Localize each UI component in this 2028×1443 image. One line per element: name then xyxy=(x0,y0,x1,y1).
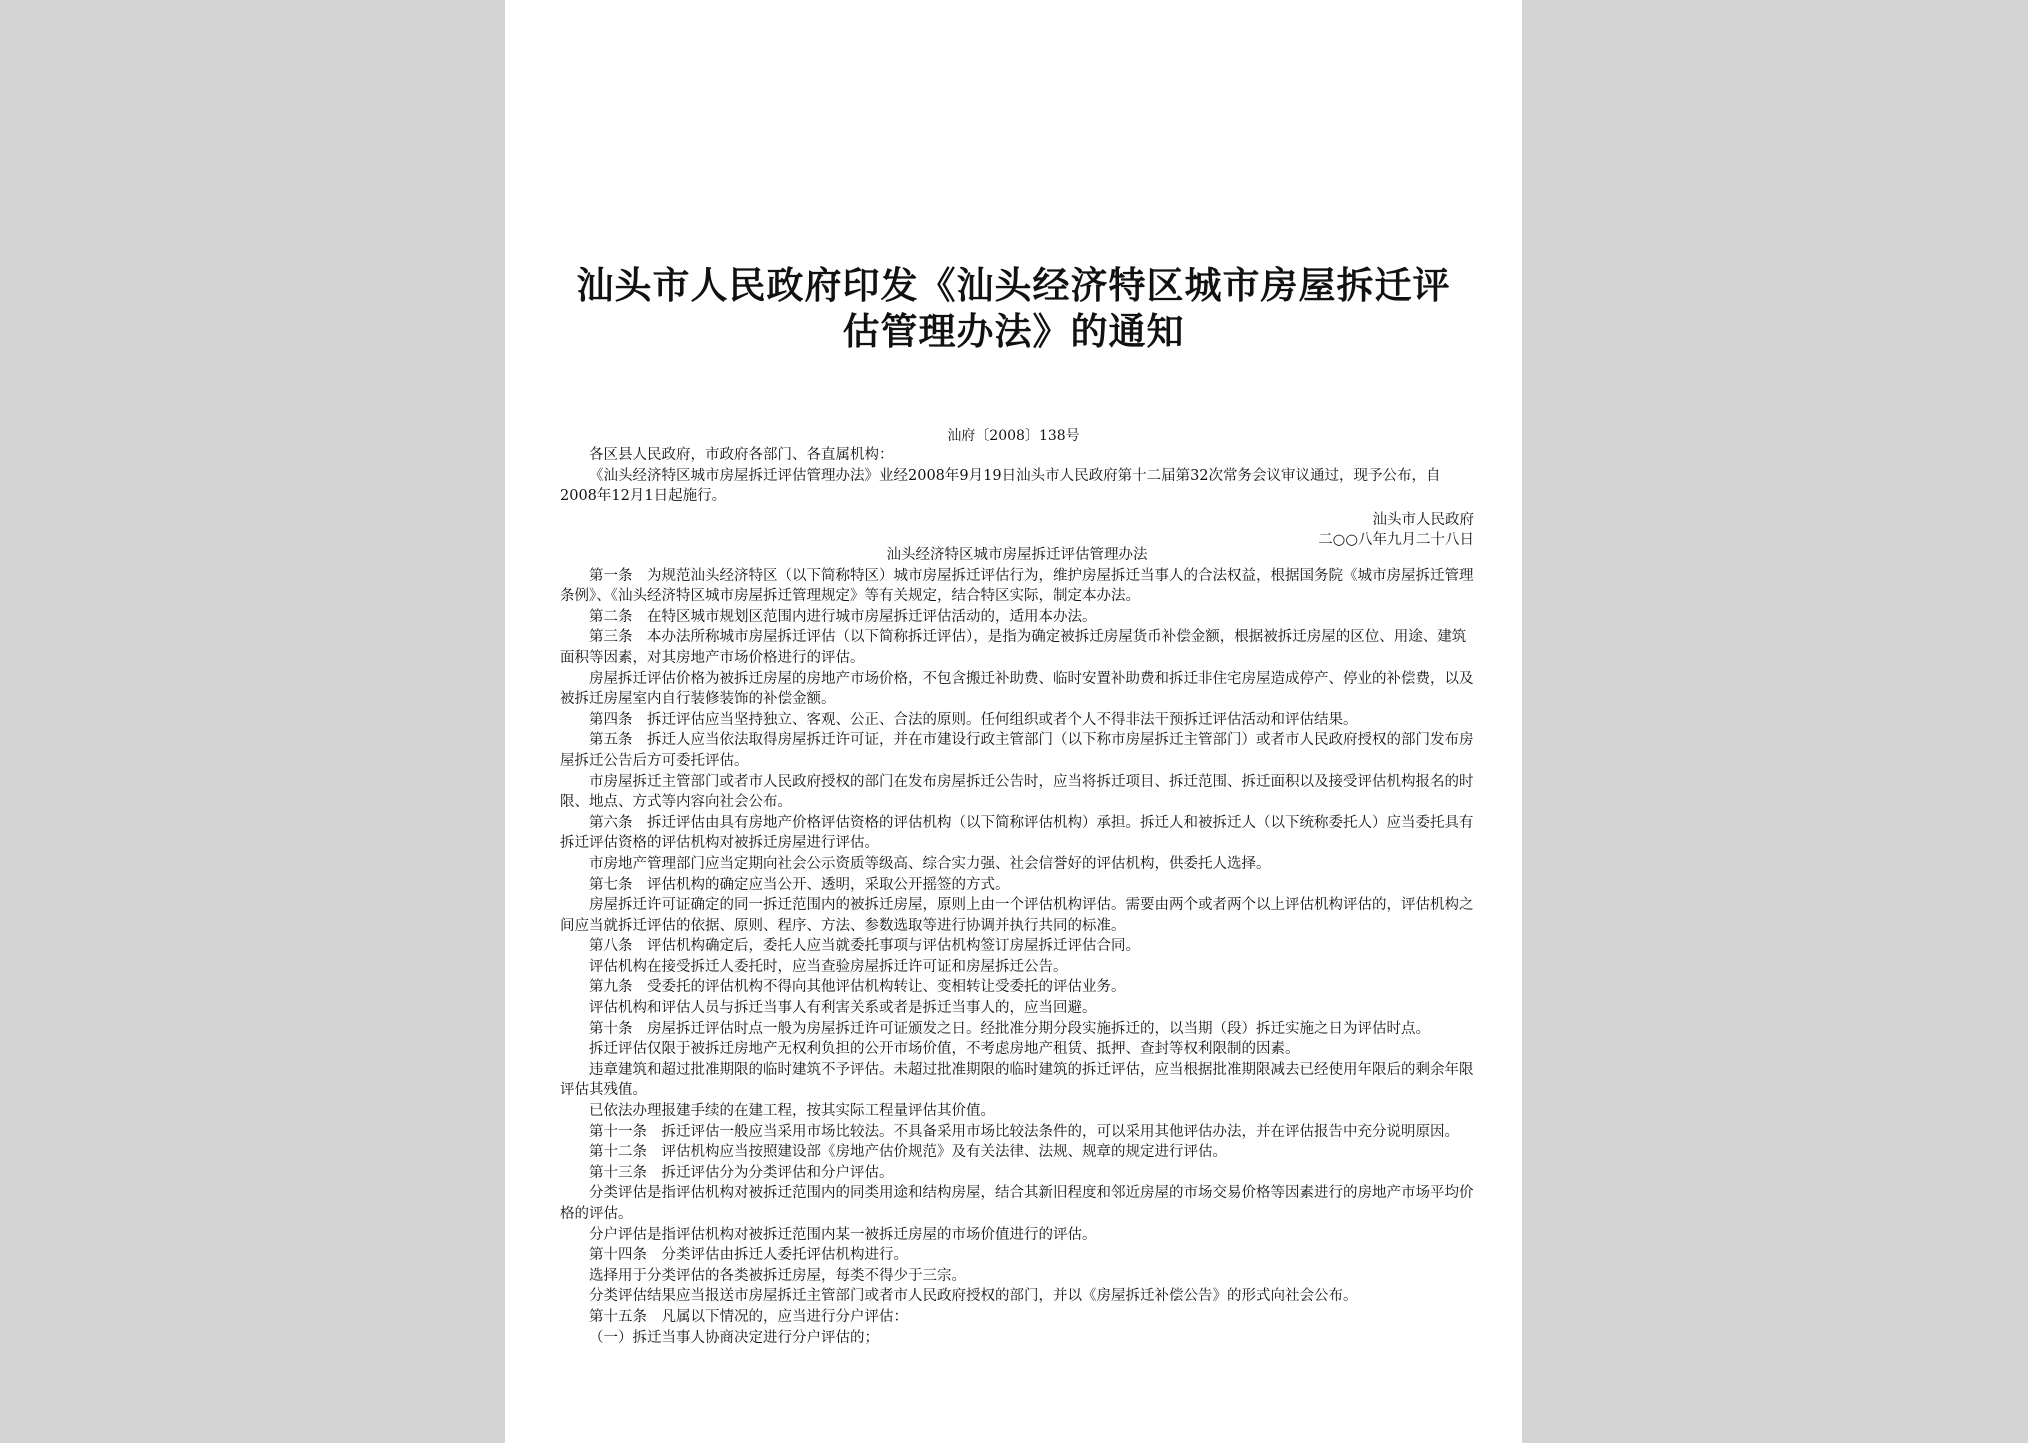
article-paragraph: 第六条 拆迁评估由具有房地产价格评估资格的评估机构（以下简称评估机构）承担。拆迁人和被拆迁人（以下统称委托人）应当委托具有拆迁评估资格的评估机构对被拆迁房屋进行评估。 xyxy=(560,814,1474,852)
article-paragraph: 评估机构在接受拆迁人委托时，应当查验房屋拆迁许可证和房屋拆迁公告。 xyxy=(589,958,1068,975)
measures-body xyxy=(560,545,1474,1348)
measures-title: 汕头经济特区城市房屋拆迁评估管理办法 xyxy=(886,547,1148,563)
title-line-2: 估管理办法》的通知 xyxy=(842,309,1185,353)
article-paragraph: （一）拆迁当事人协商决定进行分户评估的； xyxy=(589,1329,879,1346)
article-paragraph: 分类评估结果应当报送市房屋拆迁主管部门或者市人民政府授权的部门，并以《房屋拆迁补偿公告》的形式向社会公布。 xyxy=(589,1288,1358,1305)
article-paragraph: 第十三条 拆迁评估分为分类评估和分户评估。 xyxy=(589,1164,894,1181)
notice-letter xyxy=(560,445,1474,551)
article-paragraph: 评估机构和评估人员与拆迁当事人有利害关系或者是拆迁当事人的，应当回避。 xyxy=(589,1000,1097,1017)
article-paragraph: 房屋拆迁评估价格为被拆迁房屋的房地产市场价格，不包含搬迁补助费、临时安置补助费和拆迁非住宅房屋造成停产、停业的补偿费，以及被拆迁房屋室内自行装修装饰的补偿金额。 xyxy=(560,670,1474,708)
article-paragraph: 第十二条 评估机构应当按照建设部《房地产估价规范》及有关法律、法规、规章的规定进行评估。 xyxy=(589,1144,1227,1161)
article-paragraph: 第五条 拆迁人应当依法取得房屋拆迁许可证，并在市建设行政主管部门（以下称市房屋拆迁主管部门）或者市人民政府授权的部门发布房屋拆迁公告后方可委托评估。 xyxy=(560,732,1474,769)
article-paragraph: 市房屋拆迁主管部门或者市人民政府授权的部门在发布房屋拆迁公告时，应当将拆迁项目、拆迁范围、拆迁面积以及接受评估机构报名的时限、地点、方式等内容向社会公布。 xyxy=(560,773,1474,811)
article-paragraph: 第二条 在特区城市规划区范围内进行城市房屋拆迁评估活动的，适用本办法。 xyxy=(589,608,1097,625)
title-line-1: 汕头市人民政府印发《汕头经济特区城市房屋拆迁评 xyxy=(576,263,1451,307)
article-paragraph: 违章建筑和超过批准期限的临时建筑不予评估。未超过批准期限的临时建筑的拆迁评估，应当根据批准期限减去已经使用年限后的剩余年限评估其残值。 xyxy=(560,1061,1474,1099)
article-paragraph: 已依法办理报建手续的在建工程，按其实际工程量评估其价值。 xyxy=(589,1103,995,1120)
intro-paragraph: 《汕头经济特区城市房屋拆迁评估管理办法》业经2008年9月19日汕头市人民政府第十二届第32次常务会议审议通过，现予公布，自2008年12月1日起施行。 xyxy=(560,467,1441,505)
article-paragraph: 房屋拆迁许可证确定的同一拆迁范围内的被拆迁房屋，原则上由一个评估机构评估。需要由两个或者两个以上评估机构评估的，评估机构之间应当就拆迁评估的依据、原则、程序、方法、参数选取等进行协调并执行共同的标准。 xyxy=(560,897,1474,934)
article-paragraph: 第七条 评估机构的确定应当公开、透明，采取公开摇签的方式。 xyxy=(589,876,1010,893)
article-paragraph: 分户评估是指评估机构对被拆迁范围内某一被拆迁房屋的市场价值进行的评估。 xyxy=(589,1226,1097,1243)
article-paragraph: 拆迁评估仅限于被拆迁房地产无权利负担的公开市场价值，不考虑房地产租赁、抵押、查封等权利限制的因素。 xyxy=(589,1041,1300,1058)
document-number: 汕府〔2008〕138号 xyxy=(947,428,1080,444)
article-list xyxy=(560,566,1474,1349)
article-paragraph: 第十四条 分类评估由拆迁人委托评估机构进行。 xyxy=(589,1247,908,1264)
article-paragraph: 第十一条 拆迁评估一般应当采用市场比较法。不具备采用市场比较法条件的，可以采用其他评估办法，并在评估报告中充分说明原因。 xyxy=(589,1123,1459,1140)
signature: 汕头市人民政府 xyxy=(1372,511,1474,528)
article-paragraph: 第九条 受委托的评估机构不得向其他评估机构转让、变相转让受委托的评估业务。 xyxy=(589,979,1126,996)
article-paragraph: 分类评估是指评估机构对被拆迁范围内的同类用途和结构房屋，结合其新旧程度和邻近房屋的市场交易价格等因素进行的房地产市场平均价格的评估。 xyxy=(560,1185,1474,1222)
article-paragraph: 市房地产管理部门应当定期向社会公示资质等级高、综合实力强、社会信誉好的评估机构，供委托人选择。 xyxy=(589,855,1271,872)
page-title xyxy=(505,262,1522,354)
article-paragraph: 第十条 房屋拆迁评估时点一般为房屋拆迁许可证颁发之日。经批准分期分段实施拆迁的，以当期（段）拆迁实施之日为评估时点。 xyxy=(589,1020,1430,1037)
document-page xyxy=(505,0,1522,1443)
article-paragraph: 第四条 拆迁评估应当坚持独立、客观、公正、合法的原则。任何组织或者个人不得非法干预拆迁评估活动和评估结果。 xyxy=(589,711,1358,728)
article-paragraph: 第八条 评估机构确定后，委托人应当就委托事项与评估机构签订房屋拆迁评估合同。 xyxy=(589,938,1140,955)
article-paragraph: 第一条 为规范汕头经济特区（以下简称特区）城市房屋拆迁评估行为，维护房屋拆迁当事人的合法权益，根据国务院《城市房屋拆迁管理条例》、《汕头经济特区城市房屋拆迁管理规定》等有关规定，结合特区实际，制定本办法。 xyxy=(560,567,1474,605)
salutation: 各区县人民政府，市政府各部门、各直属机构： xyxy=(589,447,894,463)
article-paragraph: 第三条 本办法所称城市房屋拆迁评估（以下简称拆迁评估），是指为确定被拆迁房屋货币补偿金额，根据被拆迁房屋的区位、用途、建筑面积等因素，对其房地产市场价格进行的评估。 xyxy=(560,629,1467,666)
article-paragraph: 第十五条 凡属以下情况的，应当进行分户评估： xyxy=(589,1308,908,1325)
article-paragraph: 选择用于分类评估的各类被拆迁房屋，每类不得少于三宗。 xyxy=(589,1267,966,1284)
signature-date: 二○○八年九月二十八日 xyxy=(1318,532,1474,549)
